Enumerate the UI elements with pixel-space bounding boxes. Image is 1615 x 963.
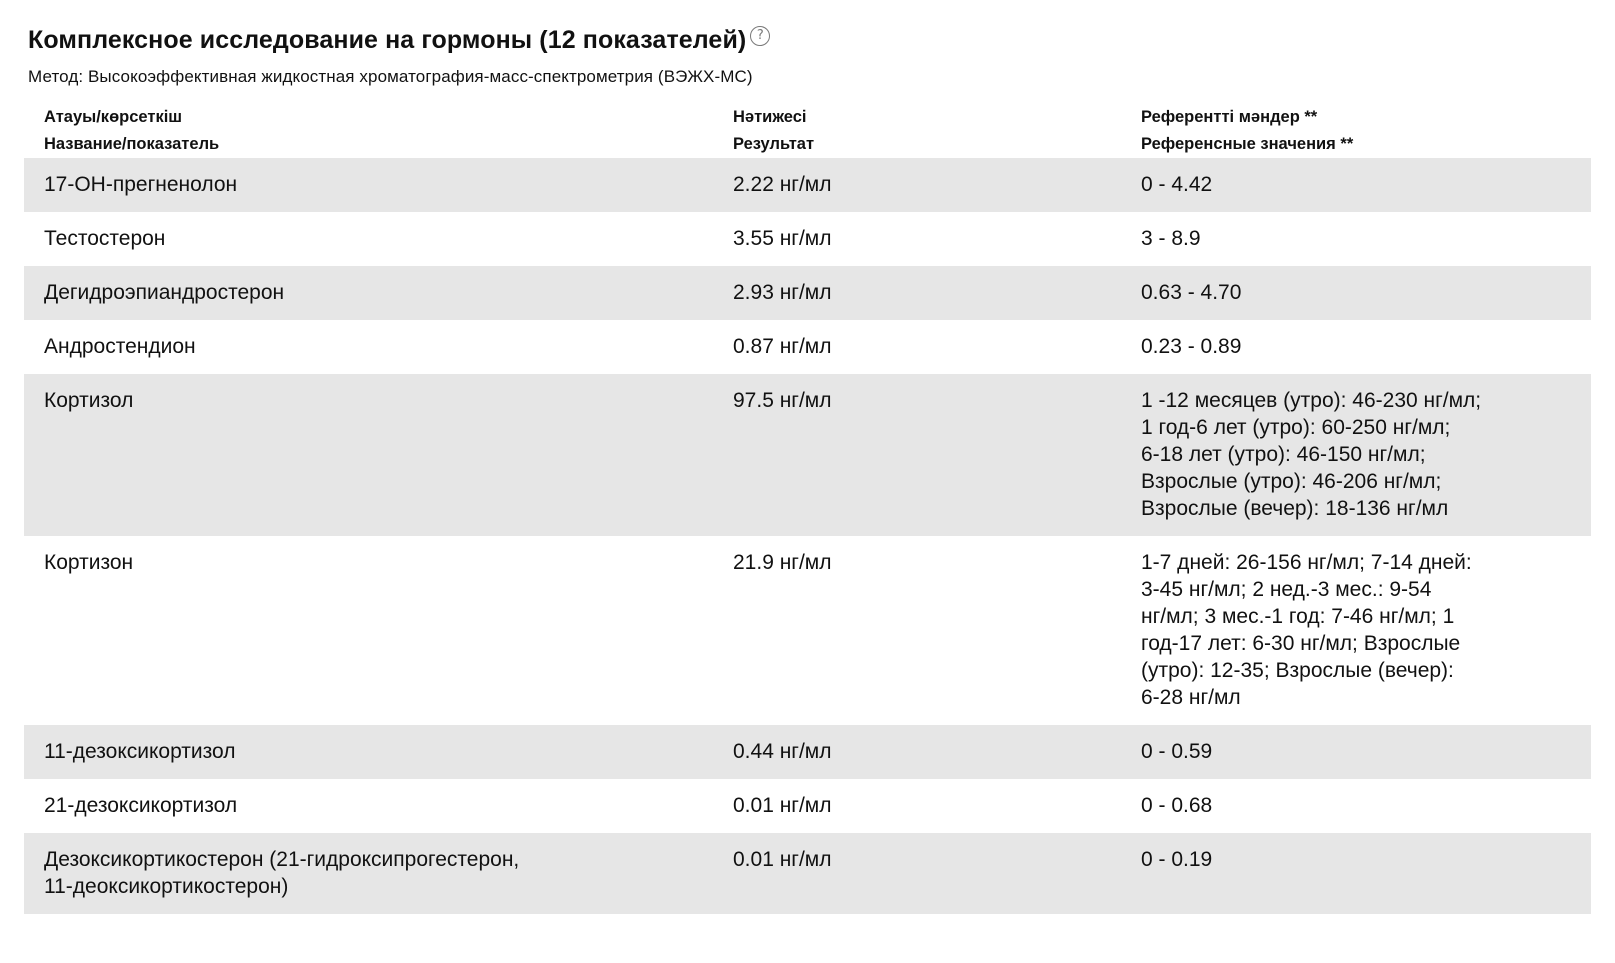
header-reference: [1141, 98, 1591, 158]
table-row: [24, 536, 1591, 725]
cell-result: 21.9 нг/мл: [733, 536, 1141, 725]
cell-name: Андростендион: [24, 320, 733, 374]
table-row: [24, 779, 1591, 833]
table-row: [24, 833, 1591, 914]
report-section: [24, 20, 1594, 914]
cell-result: 0.01 нг/мл: [733, 779, 1141, 833]
cell-reference: 3 - 8.9: [1141, 212, 1591, 266]
cell-name: 11-дезоксикортизол: [24, 725, 733, 779]
cell-reference: 0.23 - 0.89: [1141, 320, 1591, 374]
cell-reference: 0.63 - 4.70: [1141, 266, 1591, 320]
cell-result: 0.44 нг/мл: [733, 725, 1141, 779]
cell-name: Кортизон: [24, 536, 733, 725]
cell-result: 3.55 нг/мл: [733, 212, 1141, 266]
cell-result: 2.93 нг/мл: [733, 266, 1141, 320]
table-row: [24, 266, 1591, 320]
cell-result: 2.22 нг/мл: [733, 158, 1141, 212]
header-ref-kz: Референтті мәндер **: [1141, 108, 1318, 126]
cell-reference: 0 - 0.68: [1141, 779, 1591, 833]
header-ref-ru: Референсные значения **: [1141, 135, 1354, 153]
header-name: [24, 98, 733, 158]
method-description: Метод: Высокоэффективная жидкостная хроматография-масс-спектрометрия (ВЭЖХ-МС): [28, 67, 753, 86]
cell-reference: 0 - 4.42: [1141, 158, 1591, 212]
table-header-row: [24, 98, 1591, 158]
header-result-ru: Результат: [733, 135, 815, 153]
cell-result: 97.5 нг/мл: [733, 374, 1141, 536]
table-row: [24, 320, 1591, 374]
cell-name: 21-дезоксикортизол: [24, 779, 733, 833]
header-result: [733, 98, 1141, 158]
cell-name: Тестостерон: [24, 212, 733, 266]
header-result-kz: Нәтижесі: [733, 108, 807, 126]
cell-name: Дезоксикортикостерон (21-гидроксипрогестерон, 11-деоксикортикостерон): [24, 833, 733, 914]
title-row: [24, 20, 1594, 60]
cell-name: Дегидроэпиандростерон: [24, 266, 733, 320]
results-table: [24, 98, 1591, 914]
cell-reference: 1 -12 месяцев (утро): 46-230 нг/мл; 1 год-6 лет (утро): 60-250 нг/мл; 6-18 лет (утро): 46-150 нг/мл; Взрослые (утро): 46-206 нг/мл; Взрослые (вечер): 18-136 нг/мл: [1141, 374, 1591, 536]
header-name-ru: Название/показатель: [44, 135, 220, 153]
cell-reference: 0 - 0.59: [1141, 725, 1591, 779]
question-circle-icon[interactable]: ?: [750, 26, 770, 46]
cell-name: Кортизол: [24, 374, 733, 536]
header-name-kz: Атауы/көрсеткіш: [44, 108, 183, 126]
cell-result: 0.01 нг/мл: [733, 833, 1141, 914]
report-title: Комплексное исследование на гормоны (12 показателей): [28, 26, 747, 54]
cell-reference: 0 - 0.19: [1141, 833, 1591, 914]
table-row: [24, 374, 1591, 536]
cell-reference: 1-7 дней: 26-156 нг/мл; 7-14 дней: 3-45 нг/мл; 2 нед.-3 мес.: 9-54 нг/мл; 3 мес.-1 год: 7-46 нг/мл; 1 год-17 лет: 6-30 нг/мл; Взрослые (утро): 12-35; Взрослые (вечер): 6-28 нг/мл: [1141, 536, 1591, 725]
cell-name: 17-ОН-прегненолон: [24, 158, 733, 212]
table-row: [24, 158, 1591, 212]
table-row: [24, 212, 1591, 266]
cell-result: 0.87 нг/мл: [733, 320, 1141, 374]
table-row: [24, 725, 1591, 779]
